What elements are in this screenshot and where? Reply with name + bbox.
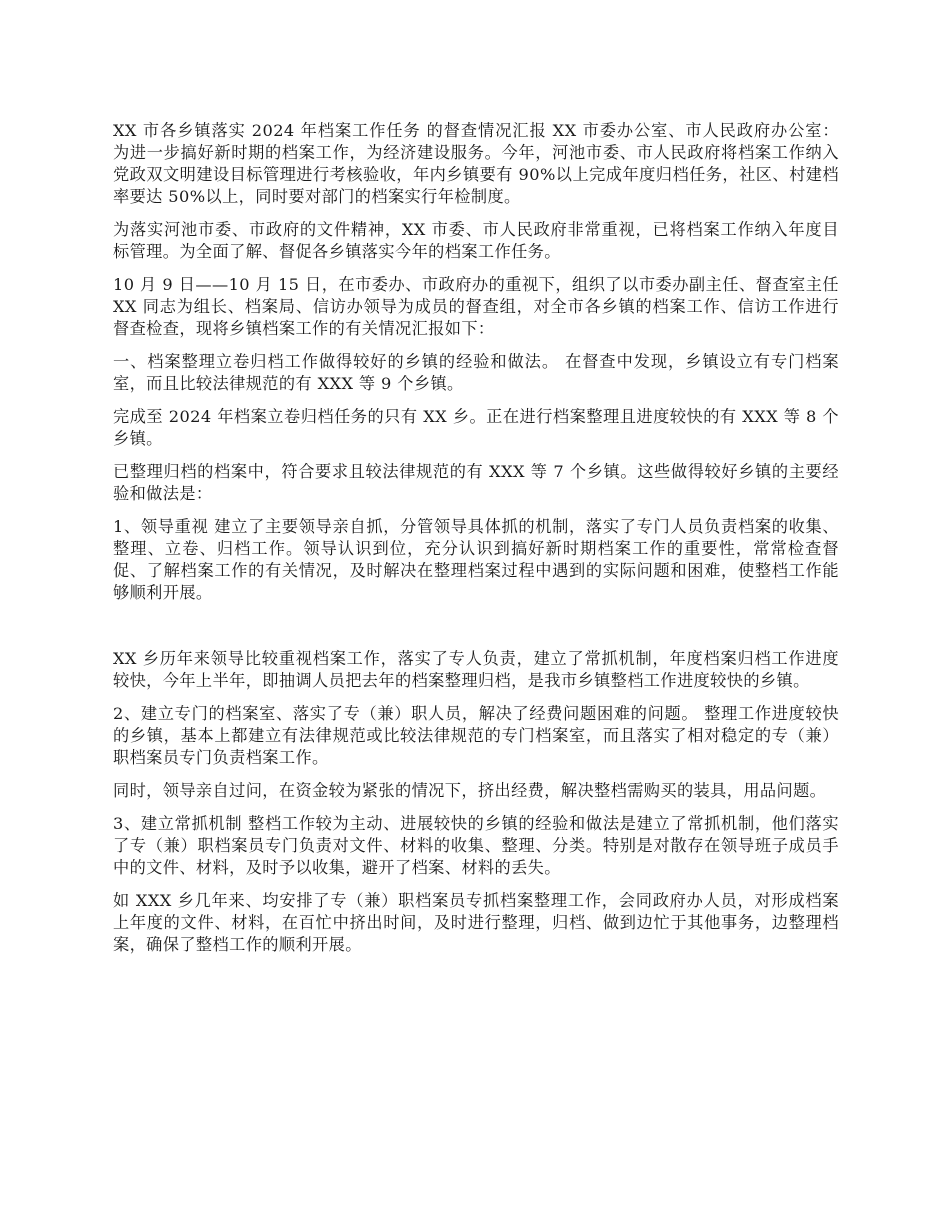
- paragraph-4: 一、档案整理立卷归档工作做得较好的乡镇的经验和做法。 在督查中发现，乡镇设立有专门档案室，而且比较法律规范的有 XXX 等 9 个乡镇。: [113, 352, 839, 393]
- section-gap: [113, 615, 839, 648]
- paragraph-9: 2、建立专门的档案室、落实了专（兼）职人员，解决了经费问题困难的问题。 整理工作进度较快的乡镇，基本上都建立有法律规范或比较法律规范的专门档案室，而且落实了相对稳定的专（兼）职档案员专门负责档案工作。: [113, 704, 839, 767]
- paragraph-5: 完成至 2024 年档案立卷归档任务的只有 XX 乡。正在进行档案整理且进度较快的有 XXX 等 8 个乡镇。: [113, 407, 839, 448]
- paragraph-10: 同时，领导亲自过问，在资金较为紧张的情况下，挤出经费，解决整档需购买的装具，用品问题。: [113, 781, 827, 800]
- paragraph-2: 为落实河池市委、市政府的文件精神，XX 市委、市人民政府非常重视，已将档案工作纳入年度目标管理。为全面了解、督促各乡镇落实今年的档案工作任务。: [113, 220, 839, 261]
- document-body: [113, 120, 839, 956]
- paragraph-7: 1、领导重视 建立了主要领导亲自抓，分管领导具体抓的机制，落实了专门人员负责档案的收集、整理、立卷、归档工作。领导认识到位，充分认识到搞好新时期档案工作的重要性，常常检查督促、了解档案工作的有关情况，及时解决在整理档案过程中遇到的实际问题和困难，使整档工作能够顺利开展。: [113, 517, 839, 602]
- paragraph-8: XX 乡历年来领导比较重视档案工作，落实了专人负责，建立了常抓机制，年度档案归档工作进度较快，今年上半年，即抽调人员把去年的档案整理归档，是我市乡镇整档工作进度较快的乡镇。: [113, 649, 839, 690]
- paragraph-3: 10 月 9 日——10 月 15 日，在市委办、市政府办的重视下，组织了以市委办副主任、督查室主任 XX 同志为组长、档案局、信访办领导为成员的督查组，对全市各乡镇的档案工作、信访工作进行督查检查，现将乡镇档案工作的有关情况汇报如下：: [113, 275, 839, 338]
- paragraph-11: 3、建立常抓机制 整档工作较为主动、进展较快的乡镇的经验和做法是建立了常抓机制，他们落实了专（兼）职档案员专门负责对文件、材料的收集、整理、分类。特别是对散存在领导班子成员手中的文件、材料，及时予以收集，避开了档案、材料的丢失。: [113, 814, 839, 877]
- paragraph-1: XX 市各乡镇落实 2024 年档案工作任务 的督查情况汇报 XX 市委办公室、市人民政府办公室： 为进一步搞好新时期的档案工作，为经济建设服务。今年，河池市委、市人民政府将档案工作纳入党政双文明建设目标管理进行考核验收，年内乡镇要有 90%以上完成年度归档任务，社区、村建档率要达 50%以上，同时要对部门的档案实行年检制度。: [113, 121, 839, 206]
- paragraph-12: 如 XXX 乡几年来、均安排了专（兼）职档案员专抓档案整理工作，会同政府办人员，对形成档案上年度的文件、材料，在百忙中挤出时间，及时进行整理，归档、做到边忙于其他事务，边整理档案，确保了整档工作的顺利开展。: [113, 891, 839, 954]
- paragraph-6: 已整理归档的档案中，符合要求且较法律规范的有 XXX 等 7 个乡镇。这些做得较好乡镇的主要经验和做法是：: [113, 462, 839, 503]
